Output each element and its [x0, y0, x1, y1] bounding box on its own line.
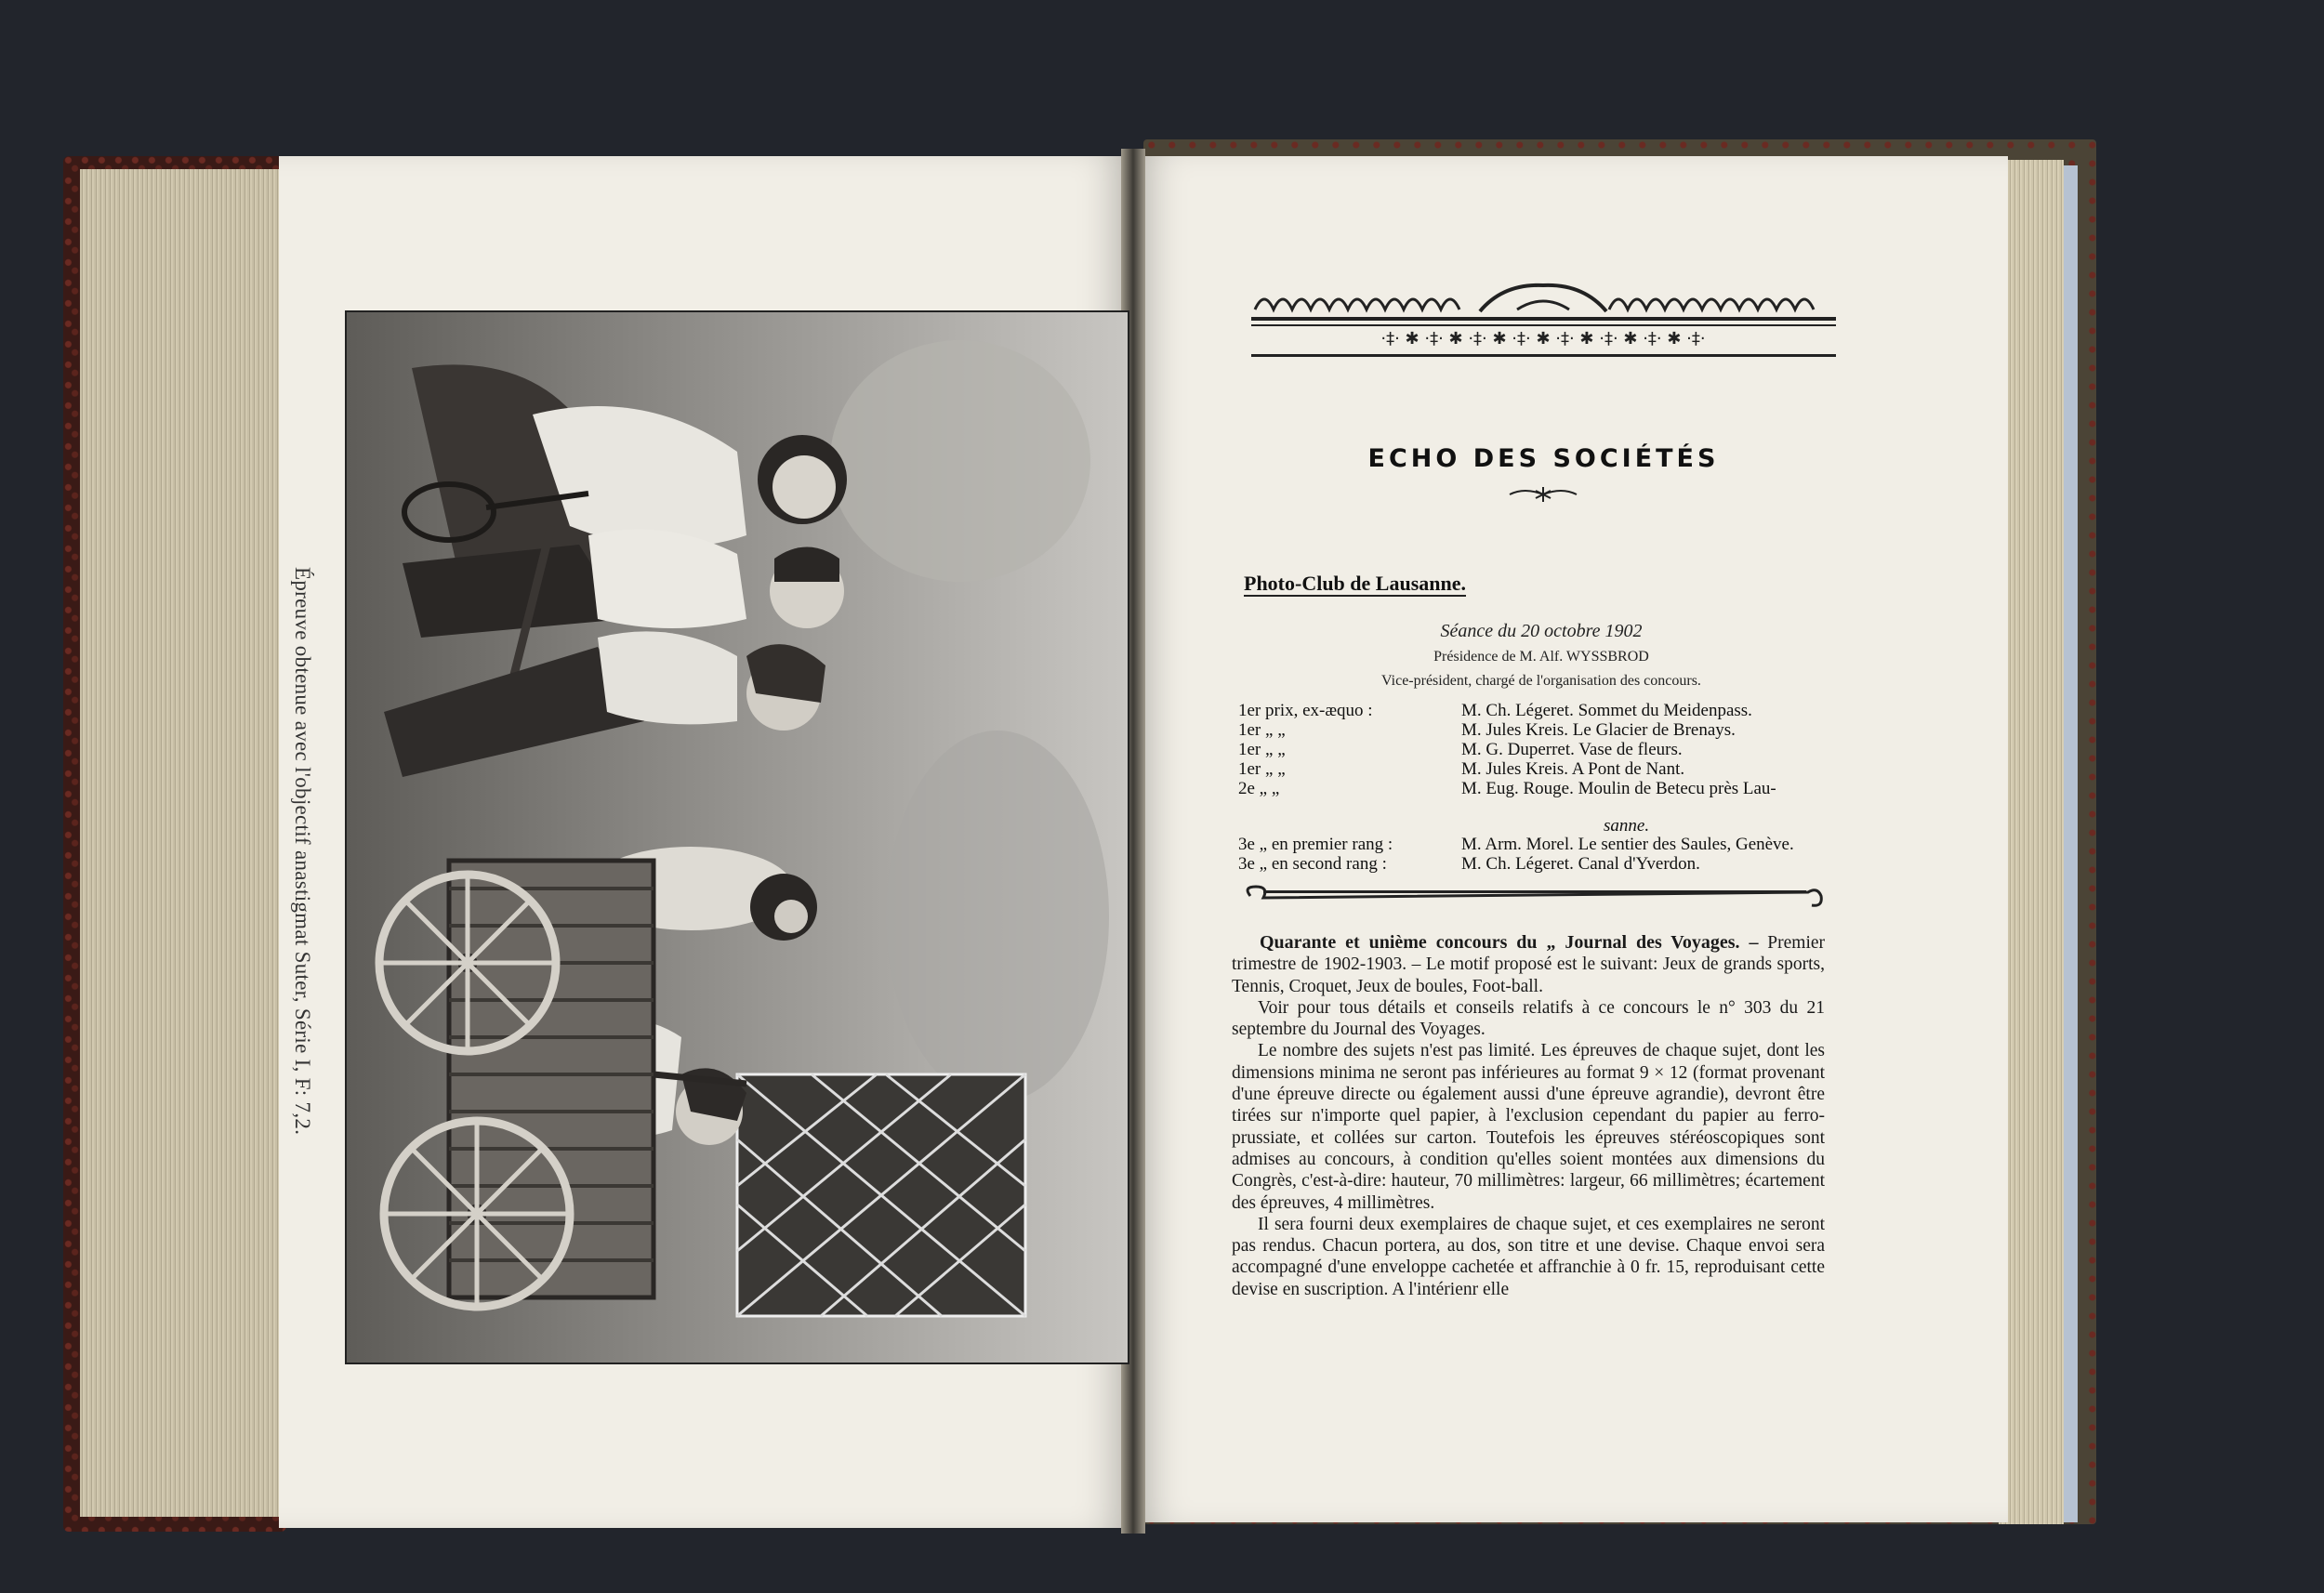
contest-intro: Premier trimestre de 1902-1903. – Le motif proposé est le suivant: Jeux de grands sports, Tennis, Croquet, Jeux de boules, Foot-ball. [1232, 933, 1826, 996]
title-flourish-icon [1506, 483, 1580, 506]
seance-date: Séance du 20 octobre 1902 [1440, 621, 1643, 641]
prize-winner: M. Eug. Rouge. Moulin de Betecu près Lau- [1461, 779, 1776, 798]
paragraph-2: Le nombre des sujets n'est pas limité. Les épreuves de chaque sujet, dont les dimensions minima ne seront pas inférieures au format 9 × 12 (format provenant d'une épreuve directe ou également aussi d'une épreuve agrandie), devront être tirées sur n'importe quel papier, à l'exclusion cependant du papier au ferro-prussiate, et collées sur carton. Toutefois les épreuves stéréoscopiques sont admises au concours, à condition qu'elles soient montées aux dimensions du Congrès, c'est-à-dire: hauteur, 70 millimètres: largeur, 66 millimètres; écartement des épreuves, 4 millimètres. [1232, 1041, 1825, 1213]
svg-text:·‡· ✱ ·‡· ✱ ·‡· ✱ ·‡· ✱: ·‡· ✱ ·‡· ✱ ·‡· ✱ ·‡· ✱ ·‡· ✱ ·‡· ✱ ·‡· ✱ ·‡· [1380, 329, 1706, 349]
page-edges-right [1999, 160, 2064, 1524]
prize-rank: 3e „ en premier rang : [1238, 835, 1393, 854]
prize-winner: M. G. Duperret. Vase de fleurs. [1461, 740, 1683, 759]
children-photograph [345, 310, 1129, 1364]
prize-winner: M. Arm. Morel. Le sentier des Saules, Genève. [1461, 835, 1794, 854]
prize-rank: 3e „ en second rang : [1238, 854, 1387, 874]
photograph-image [347, 312, 1128, 1363]
photo-caption: Épreuve obtenue avec l'objectif anastigmat Suter, Série I, F: 7,2. [291, 567, 314, 1136]
prize-winner: M. Jules Kreis. A Pont de Nant. [1461, 759, 1685, 779]
prize-winner: M. Jules Kreis. Le Glacier de Brenays. [1461, 720, 1736, 740]
section-divider [1241, 883, 1827, 911]
prize-winner: M. Ch. Légeret. Canal d'Yverdon. [1461, 854, 1700, 874]
prize-rank: 2e „ „ [1238, 779, 1280, 798]
club-heading: Photo-Club de Lausanne. [1244, 572, 1467, 595]
prize-row [1238, 854, 1842, 876]
prize-rank: 1er „ „ [1238, 759, 1286, 779]
contest-heading: Quarante et unième concours du „ Journal des Voyages. – [1260, 932, 1759, 953]
presidence-line: Présidence de M. Alf. WYSSBROD [1433, 649, 1649, 665]
section-title: ECHO DES SOCIÉTÉS [1367, 444, 1720, 473]
prize-rank: 1er „ „ [1238, 720, 1286, 740]
photo-caption-wrapper [286, 567, 342, 1143]
contest-text [1232, 932, 1825, 1300]
paragraph-1: Voir pour tous détails et conseils relatifs à ce concours le n° 303 du 21 septembre du Journal des Voyages. [1232, 997, 1825, 1040]
prize-continuation: sanne. [1604, 816, 1650, 836]
prize-rank: 1er „ „ [1238, 740, 1286, 759]
page-edges-left [80, 169, 280, 1517]
window-lattice [737, 1074, 1025, 1316]
vice-president-line: Vice-président, chargé de l'organisation des concours. [1381, 673, 1701, 689]
prize-rank: 1er prix, ex-æquo : [1238, 701, 1373, 720]
header-ornament [1248, 282, 1840, 360]
prize-row [1238, 779, 1842, 801]
prize-winner: M. Ch. Légeret. Sommet du Meidenpass. [1461, 701, 1752, 720]
paragraph-3: Il sera fourni deux exemplaires de chaque sujet, et ces exemplaires ne seront pas rendus. Chacun portera, au dos, son titre et une devise. Chaque envoi sera accompagné d'une enveloppe cachetée et affranchie à 0 fr. 15, reproduisant cette devise en suscription. A l'intérienr elle [1232, 1214, 1825, 1299]
